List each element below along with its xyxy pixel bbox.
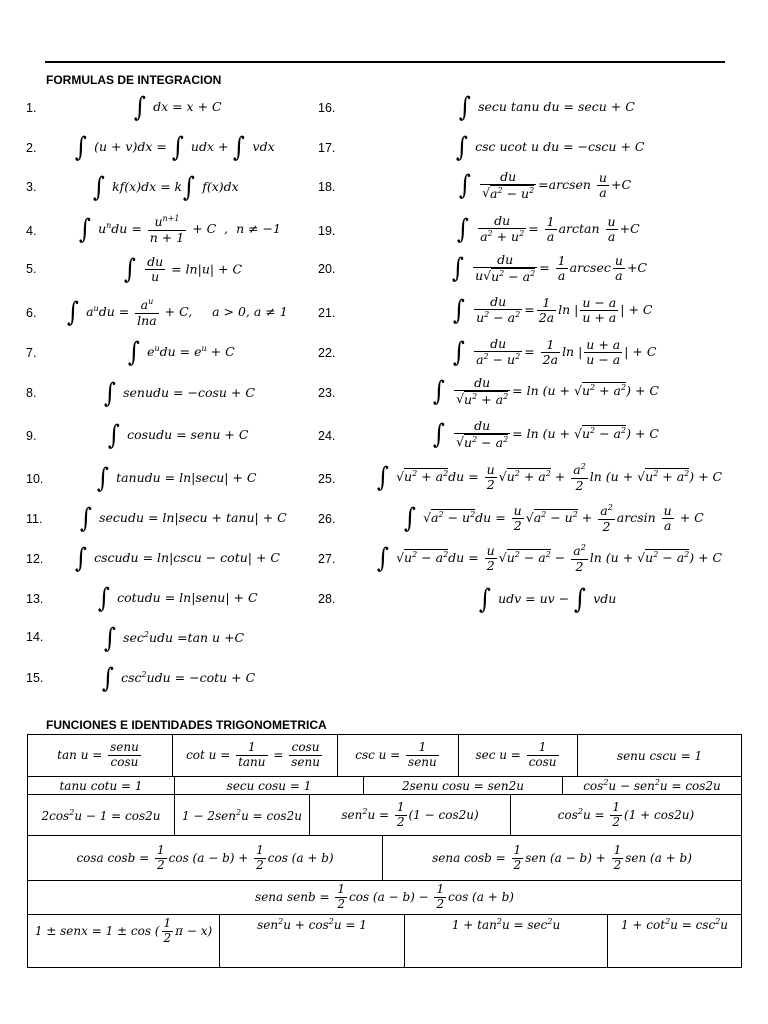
formula-number: 27. [318,552,336,566]
identities-row-3 [27,794,742,836]
formula: ∫ csc ucot u du = −cscu + C [456,132,645,163]
formula: ∫ (u + v)dx = ∫ udx + ∫ vdx [75,132,275,163]
formula: ∫ $\frac{du}{u}$ = ln|u| + C [124,254,243,286]
formula: ∫ kf(x)dx = k∫ f(x)dx [93,172,239,203]
identity-cell: sena cosb = $\frac{1}{2}$ sen (a − b) + $\frac{1}{2}$ sen (a + b) [383,836,742,881]
identity-cell: sena senb = $\frac{1}{2}$ cos (a − b) − $\frac{1}{2}$ cos (a + b) [28,881,742,915]
identities-row-1 [27,734,742,777]
formula: ∫ $√u^2 - a^2du$ = $\frac{u}{2}$ $√u^2 - a^2$ − $\frac{a^2}{2}$ $\ln (u + √u^2 - a^2) + C$ [377,542,723,574]
formula-number: 25. [318,472,336,486]
identity-cell: 2senu cosu = sen2u [364,777,563,795]
formula-number: 14. [26,630,44,644]
identities-row-5 [27,880,742,915]
formula: ∫ $\frac{du}{√u^2 + a^2}$ = $\ln (u + √u^2 + a^2) + C$ [433,375,659,407]
formula-number: 26. [318,512,336,526]
identity-cell: csc u = 1 senu [338,735,459,777]
formula-number: 20. [318,262,336,276]
identity-cell: $\cos^2u$ = $\frac{1}{2}$ (1 + cos2u) [511,795,742,836]
identities-row-4 [27,835,742,881]
identity-cell: tanu cotu = 1 [28,777,175,795]
identity-cell: sen$^2$u = $\frac{1}{2}$ (1 − cos2u) [310,795,511,836]
formula: ∫ $u^ndu$ = $\frac{u^{n+1}}{n + 1}$ + C , n ≠ −1 [79,213,281,245]
formula: ∫ $e^udu = e^u + C$ [128,337,235,368]
formula: ∫ $\frac{du}{√u^2 - a^2}$ = $\ln (u + √u^2 - a^2) + C$ [433,418,659,450]
formula: ∫ $√u^2 + a^2du$ = $\frac{u}{2}$ $√u^2 + a^2$ + $\frac{a^2}{2}$ $\ln (u + √u^2 + a^2) + C$ [377,461,723,493]
formula: ∫ cscudu = ln|cscu − cotu| + C [75,543,280,574]
formula-number: 7. [26,346,37,360]
identities-row-2 [27,776,742,795]
formula-number: 19. [318,224,336,238]
formula: ∫ secu tanu du = secu + C [459,92,635,123]
formula-number: 9. [26,429,37,443]
formula-number: 3. [26,180,37,194]
section-title-identities: FUNCIONES E IDENTIDADES TRIGONOMETRICA [46,718,327,732]
identity-cell: $1 + \tan^2u = \sec^2u$ [405,915,608,968]
formula-number: 24. [318,429,336,443]
formula-number: 28. [318,592,336,606]
formula: ∫ $\frac{du}{u√u^2 - a^2}$ = $\frac{1}{a}$ arcsec $\frac{u}{a}$ +C [452,252,647,284]
formula: ∫ udv = uv − ∫ vdu [479,584,617,615]
formula-number: 10. [26,472,44,486]
formula-number: 1. [26,101,37,115]
identities-row-6 [27,914,742,968]
section-title-formulas: FORMULAS DE INTEGRACION [46,73,222,87]
formula: ∫ senudu = −cosu + C [104,378,255,409]
top-rule [45,61,725,63]
identity-cell: tan u = senu cosu [28,735,173,777]
formula: ∫ $\frac{du}{u^2 - a^2}$ = $\frac{1}{2a}$ ln | $\frac{u - a}{u + a}$ | + C [453,294,653,326]
formula-number: 17. [318,141,336,155]
identity-cell: $2\cos^2u - 1 = \cos 2u$ [28,795,175,836]
identity-cell: $sen^2u + \cos^2u = 1$ [220,915,405,968]
formula: ∫ $√a^2 - u^2du$ = $\frac{u}{2}$ $√a^2 - u^2$ + $\frac{a^2}{2}$ arcsin $\frac{u}{a}$ + C [404,502,704,534]
identity-cell: sec u = $\frac{1}{\cos u}$ [459,735,578,777]
formula-number: 12. [26,552,44,566]
formula-number: 22. [318,346,336,360]
formula: ∫ $\frac{du}{a^2 - u^2}$ = $\frac{1}{2a}$ ln | $\frac{u + a}{u - a}$ | + C [453,336,657,368]
identity-cell: cosa cosb = $\frac{1}{2}$ cos (a − b) + $\frac{1}{2}$ cos (a + b) [28,836,383,881]
formula: ∫ secudu = ln|secu + tanu| + C [80,503,287,534]
formula-number: 6. [26,306,37,320]
formula-number: 21. [318,306,336,320]
formula-number: 11. [26,512,43,526]
identity-cell: $\cos^2u - sen^2u = \cos 2u$ [563,777,742,795]
formula: ∫ dx = x + C [134,92,222,123]
formula-number: 5. [26,262,37,276]
formula-number: 23. [318,386,336,400]
formula: ∫ $\frac{du}{√a^2 - u^2}$ =arcsen $\frac{u}{a}$ +C [459,169,632,201]
identity-cell: 1 − 2sen$^2$u = cos2u [175,795,310,836]
formula: ∫ $\frac{du}{a^2 + u^2}$ = $\frac{1}{a}$ arctan $\frac{u}{a}$ +C [457,213,640,245]
identity-cell: secu cosu = 1 [175,777,364,795]
formula-number: 16. [318,101,336,115]
formula: ∫ cosudu = senu + C [108,420,249,451]
formula-number: 15. [26,671,44,685]
formula: ∫ cotudu = ln|senu| + C [98,583,258,614]
identity-cell: 1 ± senx = 1 ± cos ( $\frac{1}{2}$ π − x) [28,915,220,968]
formula-number: 8. [26,386,37,400]
identity-cell: senu cscu = 1 [578,735,742,777]
formula-number: 18. [318,180,336,194]
formula-number: 4. [26,224,37,238]
identity-cell: cot u = $\frac{1}{\tan u}$ = cosu senu [173,735,338,777]
formula: ∫ tanudu = ln|secu| + C [97,463,257,494]
formula-number: 13. [26,592,44,606]
formula: ∫ $\csc^2udu = -\cot u + C$ [102,663,256,694]
formula: ∫ $\sec^2udu =\tan$ u +C [104,623,245,654]
formula-number: 2. [26,141,37,155]
formula: ∫ $a^udu$ = $\frac{a^u}{\ln a}$ + C, a > 0, a ≠ 1 [67,296,288,328]
identity-cell: $1 + \cot^2u = \csc^2u$ [608,915,742,968]
